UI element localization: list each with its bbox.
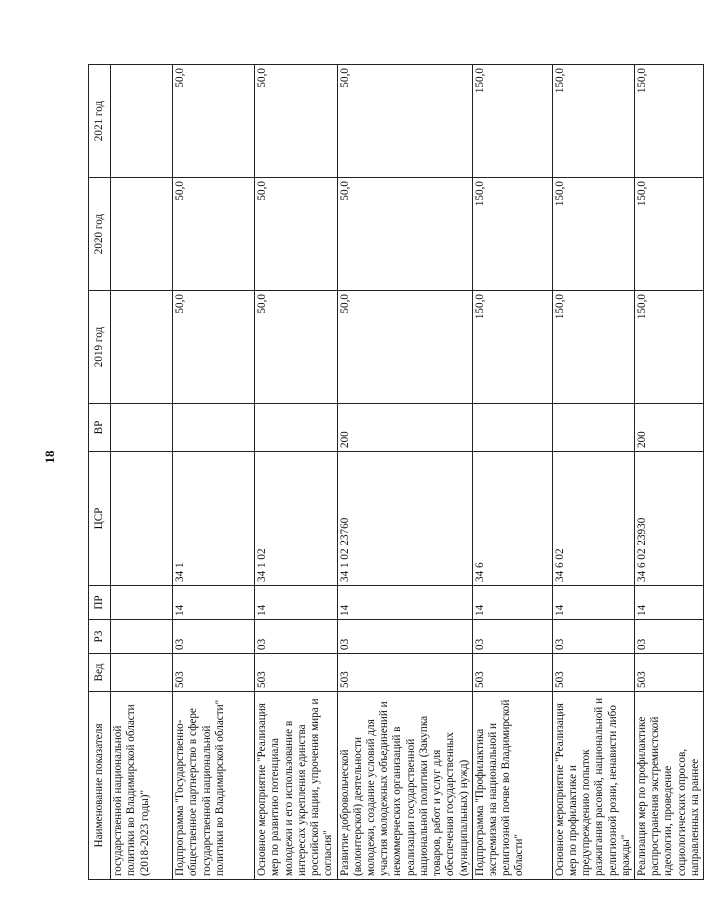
header-pr: ПР xyxy=(89,586,111,620)
page-number: 18 xyxy=(42,450,57,464)
cell-2020: 50,0 xyxy=(337,178,472,291)
cell-pr: 14 xyxy=(255,586,337,620)
cell-2021: 50,0 xyxy=(173,65,255,178)
cell-2019: 50,0 xyxy=(173,291,255,404)
cell-rz: 03 xyxy=(337,620,472,654)
cell-vr: 200 xyxy=(337,404,472,452)
cell-rz: 03 xyxy=(173,620,255,654)
cell-rz: 03 xyxy=(255,620,337,654)
cell-name: Основное мероприятие "Реализация мер по профилактике и предупреждению попыток разжигания расовой, национальной и религиозной розни, ненависти либо вражды" xyxy=(552,692,634,880)
cell-pr: 14 xyxy=(552,586,634,620)
cell-2019: 150,0 xyxy=(635,291,704,404)
table-row xyxy=(552,65,634,880)
cell-2020 xyxy=(111,178,173,291)
table-row xyxy=(337,65,472,880)
cell-pr: 14 xyxy=(337,586,472,620)
cell-ved: 503 xyxy=(472,654,552,692)
cell-2021: 50,0 xyxy=(337,65,472,178)
table-header-row xyxy=(89,65,111,880)
cell-csr: 34 1 02 23760 xyxy=(337,452,472,586)
cell-ved: 503 xyxy=(173,654,255,692)
header-2020: 2020 год xyxy=(89,178,111,291)
cell-csr: 34 1 02 xyxy=(255,452,337,586)
budget-table-rotated xyxy=(88,64,701,880)
cell-csr: 34 6 02 23930 xyxy=(635,452,704,586)
header-name: Наименование показателя xyxy=(89,692,111,880)
cell-vr xyxy=(111,404,173,452)
cell-ved: 503 xyxy=(337,654,472,692)
cell-vr xyxy=(173,404,255,452)
cell-ved: 503 xyxy=(635,654,704,692)
cell-2019 xyxy=(111,291,173,404)
header-ved: Вед xyxy=(89,654,111,692)
cell-csr: 34 6 xyxy=(472,452,552,586)
header-csr: ЦСР xyxy=(89,452,111,586)
cell-2021: 50,0 xyxy=(255,65,337,178)
cell-name: государственной национальной политики во Владимирской области (2018-2023 годы)" xyxy=(111,692,173,880)
header-vr: ВР xyxy=(89,404,111,452)
cell-ved: 503 xyxy=(552,654,634,692)
cell-vr: 200 xyxy=(635,404,704,452)
cell-name: Реализация мер по профилактике распространения экстремистской идеологии, проведение социологических опросов, направленных на раннее xyxy=(635,692,704,880)
cell-ved: 503 xyxy=(255,654,337,692)
table-row xyxy=(111,65,173,880)
cell-ved xyxy=(111,654,173,692)
cell-pr: 14 xyxy=(472,586,552,620)
cell-2019: 50,0 xyxy=(337,291,472,404)
cell-csr xyxy=(111,452,173,586)
cell-vr xyxy=(472,404,552,452)
cell-pr xyxy=(111,586,173,620)
cell-2020: 50,0 xyxy=(173,178,255,291)
table-row xyxy=(472,65,552,880)
header-2021: 2021 год xyxy=(89,65,111,178)
cell-pr: 14 xyxy=(635,586,704,620)
cell-name: Подпрограмма "Государственно-общественное партнерство в сфере государственной национальной политики во Владимирской области" xyxy=(173,692,255,880)
cell-2021: 150,0 xyxy=(472,65,552,178)
header-2019: 2019 год xyxy=(89,291,111,404)
cell-2019: 50,0 xyxy=(255,291,337,404)
cell-2021 xyxy=(111,65,173,178)
cell-csr: 34 1 xyxy=(173,452,255,586)
cell-2021: 150,0 xyxy=(552,65,634,178)
cell-name: Развитие добровольческой (волонтерской) деятельности молодежи, создание условий для участия молодежных объединений и некоммерческих организаций в реализации государственной национальной политики (Закупка товаров, работ и услуг для обеспечения государственных (муниципальных) нужд) xyxy=(337,692,472,880)
cell-2020: 150,0 xyxy=(635,178,704,291)
cell-vr xyxy=(552,404,634,452)
cell-rz: 03 xyxy=(635,620,704,654)
cell-vr xyxy=(255,404,337,452)
table-row xyxy=(635,65,704,880)
cell-name: Подпрограмма "Профилактика экстремизма на национальной и религиозной почве во Владимирской области" xyxy=(472,692,552,880)
cell-2020: 50,0 xyxy=(255,178,337,291)
cell-name: Основное мероприятие "Реализация мер по развитию потенциала молодежи и его использование в интересах укрепления единства российской нации, упрочения мира и согласия" xyxy=(255,692,337,880)
table-row xyxy=(173,65,255,880)
cell-rz: 03 xyxy=(552,620,634,654)
cell-2021: 150,0 xyxy=(635,65,704,178)
cell-rz xyxy=(111,620,173,654)
cell-2020: 150,0 xyxy=(472,178,552,291)
cell-pr: 14 xyxy=(173,586,255,620)
table-row xyxy=(255,65,337,880)
cell-2019: 150,0 xyxy=(552,291,634,404)
header-rz: РЗ xyxy=(89,620,111,654)
cell-2019: 150,0 xyxy=(472,291,552,404)
budget-table xyxy=(88,64,704,880)
cell-rz: 03 xyxy=(472,620,552,654)
cell-2020: 150,0 xyxy=(552,178,634,291)
cell-csr: 34 6 02 xyxy=(552,452,634,586)
